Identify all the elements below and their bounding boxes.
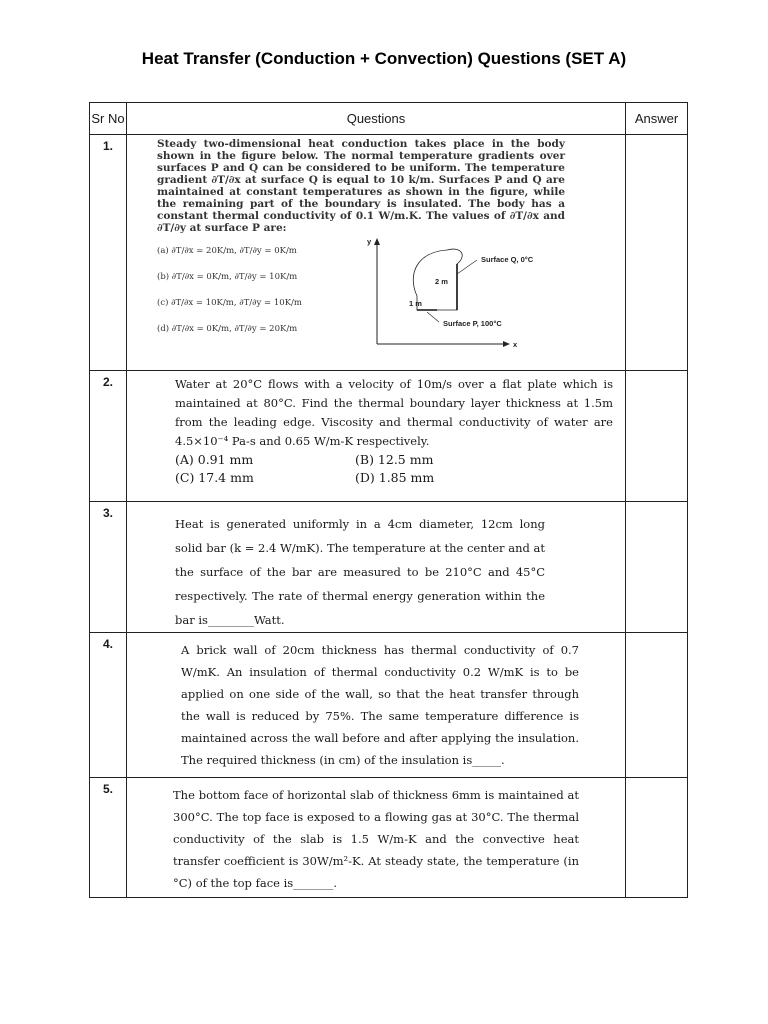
- row-number: 4.: [90, 633, 127, 778]
- answer-cell[interactable]: [626, 778, 688, 898]
- header-answer: Answer: [626, 103, 688, 135]
- table-row: [90, 778, 688, 898]
- option-item: (c) ∂T/∂x = 10K/m, ∂T/∂y = 10K/m: [157, 298, 302, 308]
- dim-horizontal-label: 1 m: [409, 299, 422, 308]
- surface-q-label: Surface Q, 0°C: [481, 255, 534, 264]
- option-item: (D) 1.85 mm: [355, 470, 435, 485]
- option-list: [175, 451, 613, 487]
- dim-vertical-label: 2 m: [435, 277, 448, 286]
- option-item: (a) ∂T/∂x = 20K/m, ∂T/∂y = 0K/m: [157, 246, 297, 256]
- leader-line-p: [427, 312, 439, 322]
- conduction-body-figure: [357, 234, 607, 356]
- question-cell: [127, 135, 626, 371]
- table-row: [90, 502, 688, 633]
- answer-cell[interactable]: [626, 633, 688, 778]
- surface-p-label: Surface P, 100°C: [443, 319, 502, 328]
- y-axis-arrow-icon: [374, 238, 380, 245]
- row-number: 1.: [90, 135, 127, 371]
- question-cell: [127, 633, 626, 778]
- row-number: 3.: [90, 502, 127, 633]
- page-title: Heat Transfer (Conduction + Convection) Questions (SET A): [141, 49, 627, 68]
- question-cell: [127, 502, 626, 633]
- header-sr-no: Sr No: [90, 103, 127, 135]
- leader-line-q: [457, 260, 477, 274]
- question-cell: [127, 371, 626, 502]
- x-axis-label: x: [513, 340, 518, 349]
- answer-cell[interactable]: [626, 371, 688, 502]
- option-item: (b) ∂T/∂x = 0K/m, ∂T/∂y = 10K/m: [157, 272, 298, 282]
- row-number: 5.: [90, 778, 127, 898]
- y-axis-label: y: [367, 237, 372, 246]
- option-list: [157, 236, 302, 344]
- table-row: [90, 371, 688, 502]
- header-questions: Questions: [127, 103, 626, 135]
- question-text: Steady two-dimensional heat conduction takes place in the body shown in the figure below. The normal temperature gradients over surfaces P and Q can be considered to be uniform. The temperature gradient ∂T/∂x at surface Q is equal to 10 k/m. Surfaces P and Q are maintained at constant temperatures as shown in the figure, while the remaining part of the boundary is insulated. The body has a constant thermal conductivity of 0.1 W/m.K. The values of ∂T/∂x and ∂T/∂y at surface P are:: [157, 138, 565, 234]
- question-text: A brick wall of 20cm thickness has thermal conductivity of 0.7 W/mK. An insulation of thermal conductivity 0.2 W/mK is to be applied on one side of the wall, so that the heat transfer through the wall is reduced by 75%. The same temperature difference is maintained across the wall before and after applying the insulation. The required thickness (in cm) of the insulation is_____.: [181, 643, 579, 767]
- option-item: (A) 0.91 mm: [175, 452, 254, 467]
- option-item: (B) 12.5 mm: [355, 452, 434, 467]
- table-row: [90, 633, 688, 778]
- questions-table: [89, 102, 688, 898]
- question-text: Heat is generated uniformly in a 4cm diameter, 12cm long solid bar (k = 2.4 W/mK). The temperature at the center and at the surface of the bar are measured to be 210°C and 45°C respectively. The rate of thermal energy generation within the bar is________Watt.: [175, 517, 545, 627]
- question-text: The bottom face of horizontal slab of thickness 6mm is maintained at 300°C. The top face is exposed to a flowing gas at 30°C. The thermal conductivity of the slab is 1.5 W/m-K and the convective heat transfer coefficient is 30W/m²-K. At steady state, the temperature (in °C) of the top face is_______.: [173, 788, 579, 890]
- table-header-row: [90, 103, 688, 135]
- option-item: (d) ∂T/∂x = 0K/m, ∂T/∂y = 20K/m: [157, 324, 298, 334]
- table-row: [90, 135, 688, 371]
- option-item: (C) 17.4 mm: [175, 470, 254, 485]
- question-text: Water at 20°C flows with a velocity of 10m/s over a flat plate which is maintained at 80°C. Find the thermal boundary layer thickness at 1.5m from the leading edge. Viscosity and thermal conductivity of water are 4.5×10⁻⁴ Pa-s and 0.65 W/m-K respectively.: [175, 377, 613, 448]
- x-axis-arrow-icon: [503, 341, 510, 347]
- question-cell: [127, 778, 626, 898]
- row-number: 2.: [90, 371, 127, 502]
- answer-cell[interactable]: [626, 135, 688, 371]
- answer-cell[interactable]: [626, 502, 688, 633]
